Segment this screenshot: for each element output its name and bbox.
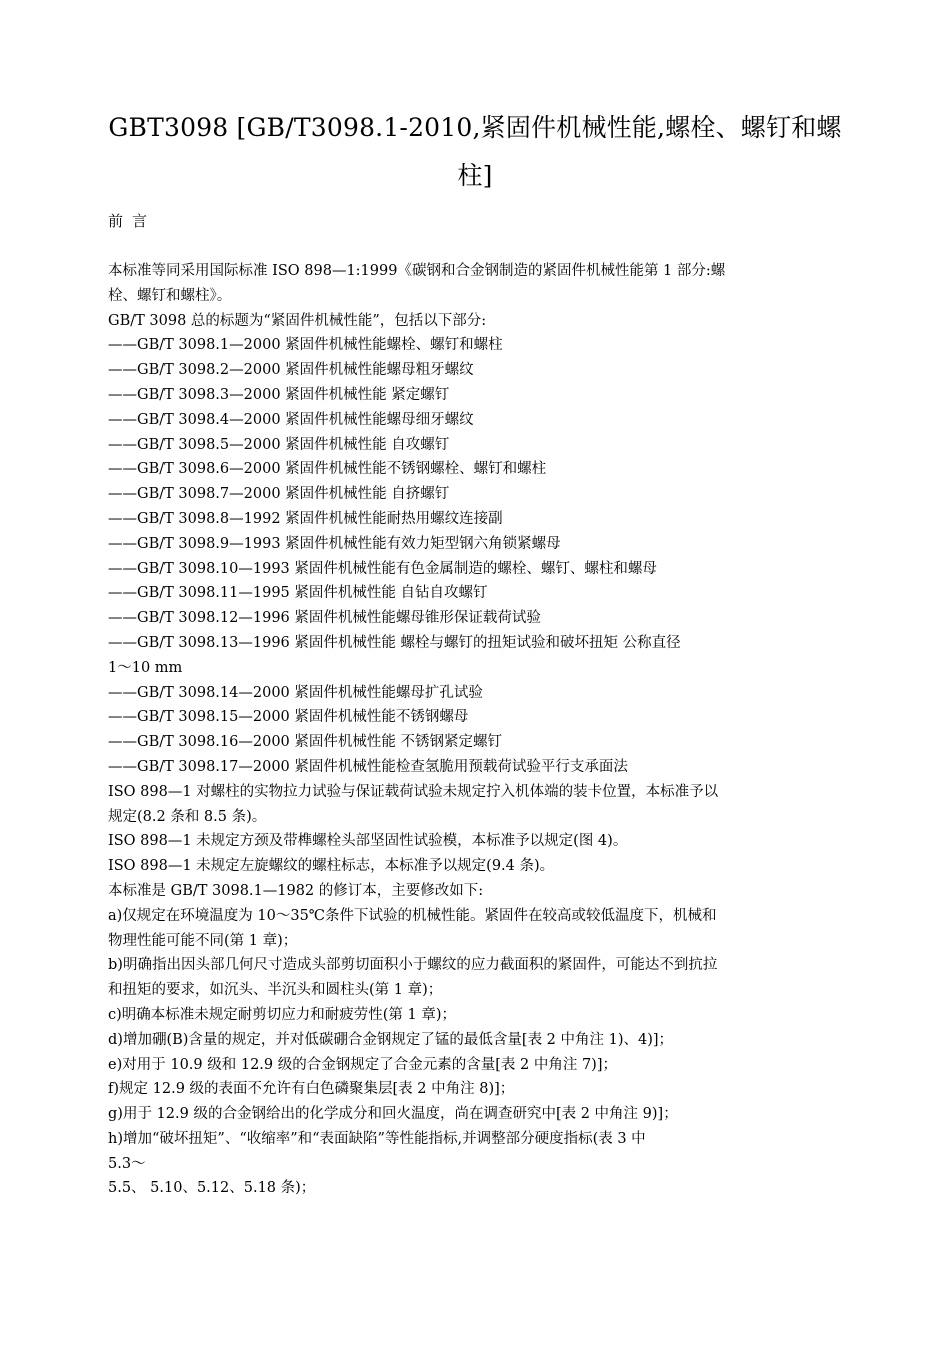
text-line: ——GB/T 3098.8—1992 紧固件机械性能耐热用螺纹连接副 (108, 510, 503, 527)
text-line: 和扭矩的要求，如沉头、半沉头和圆柱头(第 1 章)； (108, 982, 443, 999)
text-line: ——GB/T 3098.6—2000 紧固件机械性能不锈钢螺栓、螺钉和螺柱 (108, 461, 547, 478)
text-line: e)对用于 10.9 级和 12.9 级的合金钢规定了合金元素的含量[表 2 中角注 7)]； (108, 1056, 617, 1073)
text-line: ——GB/T 3098.11—1995 紧固件机械性能 自钻自攻螺钉 (108, 585, 488, 602)
title-line-2: 柱] (457, 161, 493, 190)
text-line: ——GB/T 3098.9—1993 紧固件机械性能有效力矩型钢六角锁紧螺母 (108, 535, 561, 552)
text-line: GB/T 3098 总的标题为“紧固件机械性能”，包括以下部分: (108, 312, 487, 329)
text-line: ISO 898—1 未规定左旋螺纹的螺柱标志，本标准予以规定(9.4 条)。 (108, 858, 555, 875)
text-line: ——GB/T 3098.14—2000 紧固件机械性能螺母扩孔试验 (108, 684, 483, 701)
title-line-1: GBT3098 [GB/T3098.1-2010,紧固件机械性能,螺栓、螺钉和螺 (108, 113, 842, 142)
text-line: 物理性能可能不同(第 1 章)； (108, 932, 298, 949)
heading-char-1: 前 (108, 212, 124, 230)
text-line: ISO 898—1 对螺柱的实物拉力试验与保证载荷试验未规定拧入机体端的装卡位置，本标准予以 (108, 783, 719, 800)
text-line: ——GB/T 3098.12—1996 紧固件机械性能螺母锥形保证载荷试验 (108, 610, 541, 627)
text-line: 1～10 mm (108, 659, 183, 676)
text-line: ——GB/T 3098.10—1993 紧固件机械性能有色金属制造的螺栓、螺钉、螺柱和螺母 (108, 560, 657, 577)
text-line: h)增加“破坏扭矩”、“收缩率”和“表面缺陷”等性能指标,并调整部分硬度指标(表 3 中 (108, 1130, 646, 1147)
text-line: 规定(8.2 条和 8.5 条)。 (108, 808, 267, 825)
text-line: ——GB/T 3098.13—1996 紧固件机械性能 螺栓与螺钉的扭矩试验和破坏扭矩 公称直径 (108, 634, 681, 651)
text-line: ——GB/T 3098.1—2000 紧固件机械性能螺栓、螺钉和螺柱 (108, 337, 503, 354)
text-line: ——GB/T 3098.2—2000 紧固件机械性能螺母粗牙螺纹 (108, 362, 474, 379)
text-line: c)明确本标准未规定耐剪切应力和耐疲劳性(第 1 章)； (108, 1006, 457, 1023)
text-line: ——GB/T 3098.16—2000 紧固件机械性能 不锈钢紧定螺钉 (108, 734, 502, 751)
text-line: ——GB/T 3098.5—2000 紧固件机械性能 自攻螺钉 (108, 436, 450, 453)
text-line: a)仅规定在环境温度为 10～35℃条件下试验的机械性能。紧固件在较高或较低温度下，机械和 (108, 907, 717, 924)
text-line: 5.5、 5.10、5.12、5.18 条)； (108, 1180, 316, 1197)
text-line: g)用于 12.9 级的合金钢给出的化学成分和回火温度，尚在调查研究中[表 2 中角注 9)]； (108, 1106, 678, 1123)
text-line: 5.3～ (108, 1155, 146, 1172)
text-line: 本标准是 GB/T 3098.1—1982 的修订本，主要修改如下: (108, 882, 484, 899)
body-text (108, 259, 850, 1201)
heading-char-2: 言 (132, 212, 148, 230)
text-line: ——GB/T 3098.4—2000 紧固件机械性能螺母细牙螺纹 (108, 411, 474, 428)
text-line: 栓、螺钉和螺柱》。 (108, 287, 232, 304)
text-line: f)规定 12.9 级的表面不允许有白色磷聚集层[表 2 中角注 8)]； (108, 1081, 515, 1098)
text-line: ——GB/T 3098.3—2000 紧固件机械性能 紧定螺钉 (108, 386, 450, 403)
section-heading-foreword (108, 211, 156, 231)
text-line: b)明确指出因头部几何尺寸造成头部剪切面积小于螺纹的应力截面积的紧固件，可能达不到抗拉 (108, 957, 718, 974)
document-title (100, 104, 850, 200)
text-line: d)增加硼(B)含量的规定，并对低碳硼合金钢规定了锰的最低含量[表 2 中角注 1)、4)]； (108, 1031, 674, 1048)
text-line: ——GB/T 3098.15—2000 紧固件机械性能不锈钢螺母 (108, 709, 469, 726)
text-line: ISO 898—1 未规定方颈及带榫螺栓头部坚固性试验模，本标准予以规定(图 4)。 (108, 833, 628, 850)
text-line: ——GB/T 3098.7—2000 紧固件机械性能 自挤螺钉 (108, 486, 450, 503)
text-line: ——GB/T 3098.17—2000 紧固件机械性能检查氢脆用预载荷试验平行支承面法 (108, 758, 628, 775)
text-line: 本标准等同采用国际标准 ISO 898—1:1999《碳钢和合金钢制造的紧固件机械性能第 1 部分:螺 (108, 263, 726, 279)
